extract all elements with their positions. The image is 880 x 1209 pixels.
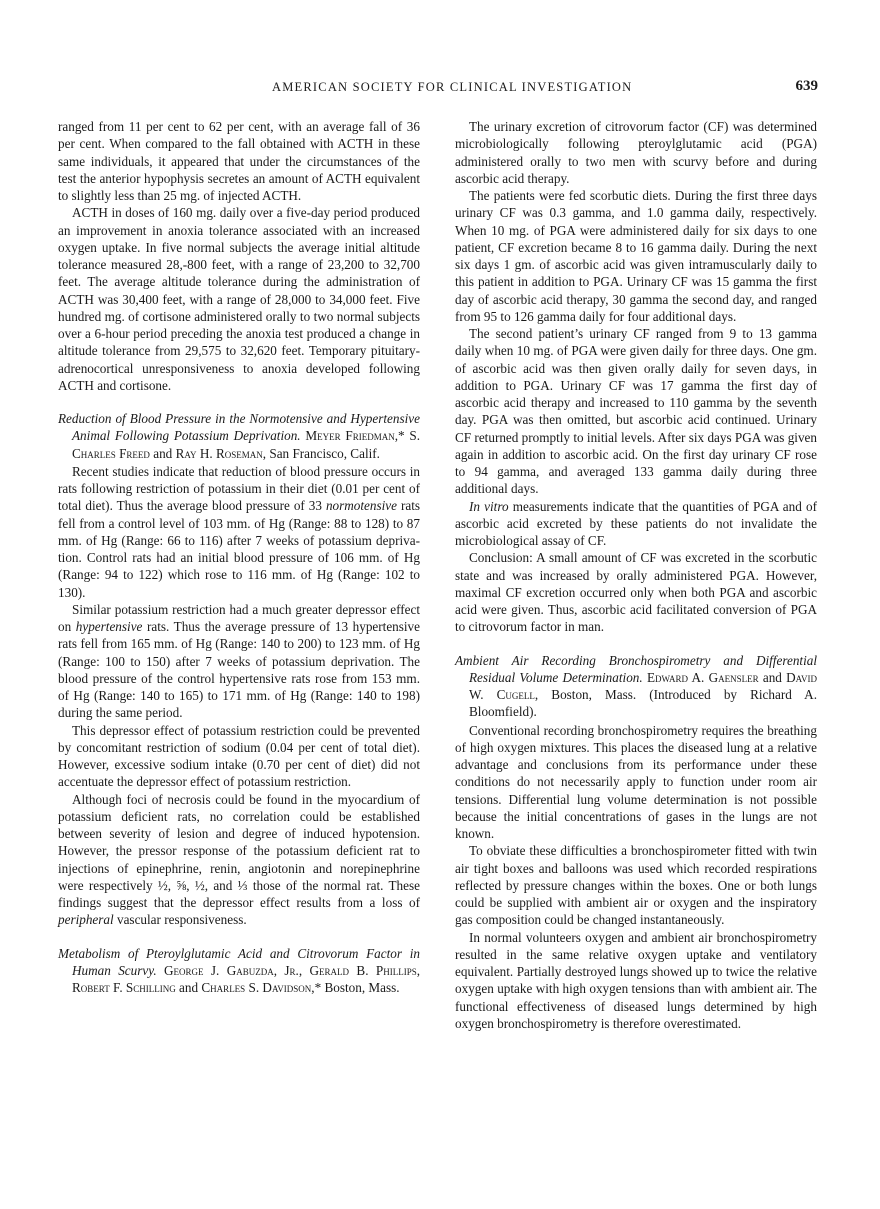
text: rats fell from a control level of 103 mm. of Hg (Range: 88 to 128) to 87 mm. of Hg (Range: 66 to 116) after 7 weeks of potassium deprivation. Control rats had an initial blood pressure of 106 mm. of Hg (Range: 94 to 122) which rose to 116 mm. of Hg (Range: 102 to 130). (58, 498, 421, 600)
text: vascular responsiveness. (113, 912, 247, 928)
text: Conclusion: A small amount of CF was excreted in the scorbutic state and was increased by orally administered PGA. However, maximal CF excretion occurred only when both PGA and ascorbic acid were given. Thus, ascorbic acid facilitated conversion of PGA to citrovorum factor in man. (455, 550, 817, 635)
text: , Boston, Mass. (Introduced by Richard A. Bloomfield). (469, 687, 817, 720)
paragraph (58, 463, 420, 601)
paragraph (58, 791, 420, 929)
author-names: Edward A. Gaensler (646, 669, 759, 685)
author-names: Meyer Friedman,* S. Charles Freed (72, 428, 421, 461)
abstract-title (58, 410, 420, 462)
text: In normal volunteers oxygen and ambient air bronchospirometry resulted in the same relative oxygen uptake and ventilatory equivalent. Partially destroyed lungs showed up to twice the relative oxygen uptake with high oxygen tensions than with ambient air. The functional effectiveness of diseased lungs determined by high oxygen bronchospirometry is therefore overestimated. (455, 929, 817, 1031)
text: This depressor effect of potassium restriction could be prevented by concomitant restriction of sodium (0.04 per cent of total diet). However, excessive sodium intake (0.70 per cent of diet) did not accentuate the depressor effect of potassium restriction. (58, 722, 420, 790)
paragraph (455, 929, 817, 1033)
text: To obviate these difficulties a bronchospirometer fitted with twin air tight boxes and balloons was used which recorded respirations reflected by pressure changes within the boxes. One or both lungs could be supplied with ambient air or oxygen and the inspiratory gas composition could be changed instantaneously. (455, 843, 817, 928)
italic-text: normotensive (325, 498, 397, 514)
abstract-title (455, 652, 817, 721)
page-number: 639 (795, 78, 818, 94)
right-column (455, 118, 817, 1032)
text: measurements indicate that the quantities of PGA and of ascorbic acid excreted by these patients do not invalidate the microbiological assay of CF. (455, 498, 817, 548)
author-names: George J. Gabuzda, Jr., Gerald B. Phillips, Robert F. Schilling (72, 962, 420, 995)
paragraph (455, 549, 817, 635)
text: rats. Thus the average pressure of 13 hypertensive rats fell from 165 mm. of Hg (Range: 140 to 200) to 123 mm. of Hg (Range: 100 to 150) after 7 weeks of potassium deprivation. The blood pressure of the control hypertensive rats rose from 153 mm. of Hg (Range: 140 to 165) to 171 mm. of Hg (Range: 140 to 198) during the same period. (58, 619, 421, 721)
italic-text: In vitro (469, 498, 509, 514)
text: ACTH in doses of 160 mg. daily over a five-day period produced an improvement in anoxia tolerance associated with an increased oxygen uptake. In five normal subjects the average initial altitude tolerance measured 28,-800 feet, with a range of 23,200 to 32,700 feet. The average altitude tolerance during the administration of ACTH was 30,400 feet, with a range of 28,000 to 34,000 feet. Five hundred mg. of cortisone administered orally to two normal subjects over a 6-hour period preceding the anoxia test produced a change in altitude tolerance from 29,575 to 32,620 feet. Temporary pituitary-adrenocortical unresponsiveness to anoxia developed following ACTH and cortisone. (58, 205, 420, 393)
text: and (149, 445, 176, 461)
text: The second patient’s urinary CF ranged from 9 to 13 gamma daily when 10 mg. of PGA were given daily for three days. One gm. of ascorbic acid was then given orally daily for seven days, in addition to PGA. Urinary CF was 17 gamma the first day of ascorbic acid therapy and increased to 110 gamma by the seventh day. PGA was then omitted, but ascorbic acid continued. Urinary CF returned promptly to initial levels. After six days PGA was given again in addition to ascorbic acid. On the first day urinary CF rose to 94 gamma, and averaged 133 gamma daily during three additional days. (455, 326, 817, 497)
text: Similar potassium restriction had a much greater depressor effect on (58, 601, 420, 634)
page-header (60, 80, 818, 100)
paragraph (58, 601, 420, 722)
italic-text: Ambient Air Recording Bronchospirometry and Differential Residual Volume Determination. (455, 652, 817, 685)
paragraph (58, 722, 420, 791)
paragraph (455, 722, 817, 843)
text: ,* Boston, Mass. (311, 980, 400, 995)
italic-text: Reduction of Blood Pressure in the Normotensive and Hypertensive Animal Following Potassium Deprivation. (58, 411, 420, 444)
text: ranged from 11 per cent to 62 per cent, with an average fall of 36 per cent. When compared to the fall obtained with ACTH in these same individuals, it appeared that under the circumstances of the test the anterior hypophysis secretes an amount of ACTH equivalent to slightly less than 25 mg. of injected ACTH. (58, 119, 420, 203)
author-names: Charles S. Davidson (201, 980, 312, 995)
italic-text: Metabolism of Pteroylglutamic Acid and Citrovorum Factor in Human Scurvy. (58, 945, 420, 978)
text: Recent studies indicate that reduction of blood pressure occurs in rats following restriction of potassium in their diet (0.01 per cent of total diet). Thus the average blood pressure of 33 (58, 463, 420, 514)
running-title: AMERICAN SOCIETY FOR CLINICAL INVESTIGATION (272, 80, 633, 94)
paragraph (455, 842, 817, 928)
text: The urinary excretion of citrovorum factor (CF) was determined microbiologically following pteroylglutamic acid (PGA) administered orally to two men with scurvy before and during ascorbic acid therapy. (455, 119, 817, 186)
paragraph (455, 325, 817, 498)
text: and (175, 980, 202, 995)
text: Conventional recording bronchospirometry requires the breathing of high oxygen mixtures. This places the diseased lung at a relative advantage and conclusions from its performance under these conditions do not necessarily apply to function under room air tensions. Differential lung volume determination is not possible because the initial concentrations of gases in the lungs are not known. (455, 722, 817, 841)
abstract-title (58, 945, 420, 997)
text: Although foci of necrosis could be found in the myocardium of potassium deficient rats, no correlation could be established between severity of lesion and degree of induced hypotension. However, the pressor response of the potassium deficient rat to injections of epinephrine, renin, angiotonin and norepinephrine were respectively ½, ⅝, ½, and ⅓ those of the normal rat. These findings suggest that the depressor effect results from a loss of (58, 791, 420, 910)
text (157, 963, 164, 978)
paragraph (455, 118, 817, 187)
author-names: Ray H. Roseman (175, 445, 263, 461)
author-names: David W. Cugell (469, 669, 818, 702)
left-column (58, 118, 420, 997)
text: and (758, 669, 787, 685)
paragraph (455, 498, 817, 550)
italic-text: hypertensive (75, 619, 143, 634)
paragraph (455, 187, 817, 325)
paragraph (58, 118, 420, 204)
italic-text: peripheral (58, 912, 114, 928)
text: , San Francisco, Calif. (262, 445, 380, 461)
text: The patients were fed scorbutic diets. During the first three days urinary CF was 0.3 gamma, and 1.0 gamma daily, respectively. When 10 mg. of PGA were administered daily for six days to one patient, CF excretion became 8 to 16 gamma daily. During the next six days 1 gm. of ascorbic acid was given intramuscularly daily to this patient in addition to PGA. Urinary CF was 15 gamma the first day of ascorbic acid therapy, 30 gamma the second day, and ranged from 95 to 126 gamma daily for four additional days. (455, 188, 817, 324)
paragraph (58, 204, 420, 394)
